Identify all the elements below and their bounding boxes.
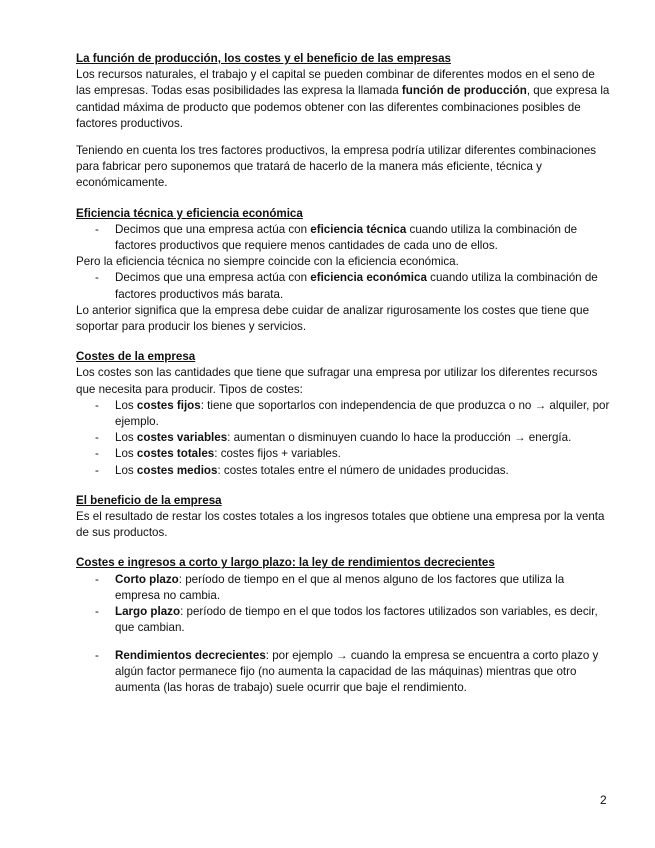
bold-term: costes medios bbox=[136, 463, 218, 477]
text-run: : período de tiempo en el que todos los factores utilizados son variables, es decir, que cambian. bbox=[115, 605, 598, 635]
text-run: Decimos que una empresa actúa con bbox=[115, 271, 311, 285]
bold-term: función de producción bbox=[401, 84, 527, 98]
paragraph: Pero la eficiencia técnica no siempre coincide con la eficiencia económica. bbox=[76, 255, 459, 269]
list-item bbox=[76, 430, 611, 446]
text-run: : aumentan o disminuyen cuando lo hace la producción → energía. bbox=[227, 431, 572, 445]
section-produccion bbox=[76, 51, 611, 192]
list-item bbox=[76, 572, 611, 604]
dash-bullet: - bbox=[95, 572, 99, 586]
text-run: Los bbox=[115, 463, 137, 477]
dash-bullet: - bbox=[95, 431, 99, 445]
page-number: 2 bbox=[600, 793, 607, 807]
bold-term: Rendimientos decrecientes bbox=[115, 648, 266, 662]
section-heading: La función de producción, los costes y el beneficio de las empresas bbox=[76, 52, 451, 65]
bold-term: eficiencia técnica bbox=[310, 222, 407, 236]
text-run: : período de tiempo en el que al menos alguno de los factores que utiliza la empresa no cambia. bbox=[115, 572, 565, 602]
text-run: Los bbox=[115, 431, 137, 445]
bold-term: costes variables bbox=[136, 431, 228, 445]
paragraph bbox=[76, 67, 611, 132]
list-item bbox=[76, 604, 611, 636]
text-run: : tiene que soportarlos con independencia de que produzca o no → alquiler, por ejemplo. bbox=[115, 398, 610, 429]
section-costes bbox=[76, 349, 611, 479]
list-item bbox=[76, 222, 611, 254]
list-item bbox=[76, 648, 611, 697]
dash-bullet: - bbox=[95, 648, 99, 662]
text-run: : costes totales entre el número de unidades producidas. bbox=[217, 463, 509, 477]
dash-bullet: - bbox=[95, 222, 99, 236]
page-content bbox=[76, 51, 611, 696]
text-run: , que expresa la cantidad máxima de producto que podemos obtener con las diferentes combinaciones posibles de factores productivos. bbox=[76, 84, 610, 130]
bullet-list bbox=[76, 398, 611, 479]
paragraph: Teniendo en cuenta los tres factores productivos, la empresa podría utilizar diferentes combinaciones para fabricar pero suponemos que tratará de hacerlo de la manera más eficiente, técnica y económicamente. bbox=[76, 144, 597, 190]
bullet-list bbox=[76, 572, 611, 637]
text-run: Los bbox=[115, 447, 137, 461]
text-run: : por ejemplo → cuando la empresa se encuentra a corto plazo y algún factor permanece fijo (no aumenta la capacidad de las máquinas) mientras que otro aumenta (las horas de trabajo) suele ocurrir que baje el rendimiento. bbox=[115, 648, 599, 694]
bullet-list bbox=[76, 270, 611, 302]
text-run: Los recursos naturales, el trabajo y el capital se pueden combinar de diferentes modos en el seno de las empresas. Todas esas posibilidades las expresa la llamada bbox=[76, 68, 595, 98]
list-item bbox=[76, 463, 611, 479]
paragraph: Es el resultado de restar los costes totales a los ingresos totales que obtiene una empresa por la venta de sus productos. bbox=[76, 510, 605, 540]
section-rendimientos bbox=[76, 555, 611, 696]
text-run: cuando utiliza la combinación de factores productivos más barata. bbox=[115, 271, 598, 301]
section-heading: Eficiencia técnica y eficiencia económica bbox=[76, 206, 303, 220]
text-run: cuando utiliza la combinación de factores productivos que requiere menos cantidades de cada uno de ellos. bbox=[115, 222, 578, 253]
bold-term: Corto plazo bbox=[115, 572, 179, 586]
bold-term: costes totales bbox=[136, 447, 215, 461]
section-heading: Costes de la empresa bbox=[76, 350, 196, 364]
dash-bullet: - bbox=[95, 271, 99, 285]
text-run: : costes fijos + variables. bbox=[214, 447, 341, 461]
paragraph: Lo anterior significa que la empresa debe cuidar de analizar rigurosamente los costes que tiene que soportar para producir los bienes y servicios. bbox=[76, 303, 590, 334]
paragraph: Los costes son las cantidades que tiene que sufragar una empresa por utilizar los diferentes recursos que necesita para producir. Tipos de costes: bbox=[76, 366, 598, 396]
dash-bullet: - bbox=[95, 463, 99, 477]
text-run: Decimos que una empresa actúa con bbox=[115, 222, 311, 236]
bullet-list bbox=[76, 222, 611, 254]
text-run: Los bbox=[115, 398, 137, 412]
section-heading: Costes e ingresos a corto y largo plazo: la ley de rendimientos decrecientes bbox=[76, 556, 495, 570]
list-item bbox=[76, 398, 611, 430]
bold-term: costes fijos bbox=[136, 398, 201, 412]
section-beneficio bbox=[76, 493, 611, 542]
section-heading: El beneficio de la empresa bbox=[76, 493, 222, 507]
list-item bbox=[76, 446, 611, 462]
dash-bullet: - bbox=[95, 447, 99, 461]
bold-term: Largo plazo bbox=[115, 605, 181, 619]
dash-bullet: - bbox=[95, 398, 99, 412]
bullet-list bbox=[76, 648, 611, 697]
section-eficiencia bbox=[76, 206, 611, 336]
dash-bullet: - bbox=[95, 605, 99, 619]
list-item bbox=[76, 270, 611, 302]
bold-term: eficiencia económica bbox=[310, 271, 427, 285]
